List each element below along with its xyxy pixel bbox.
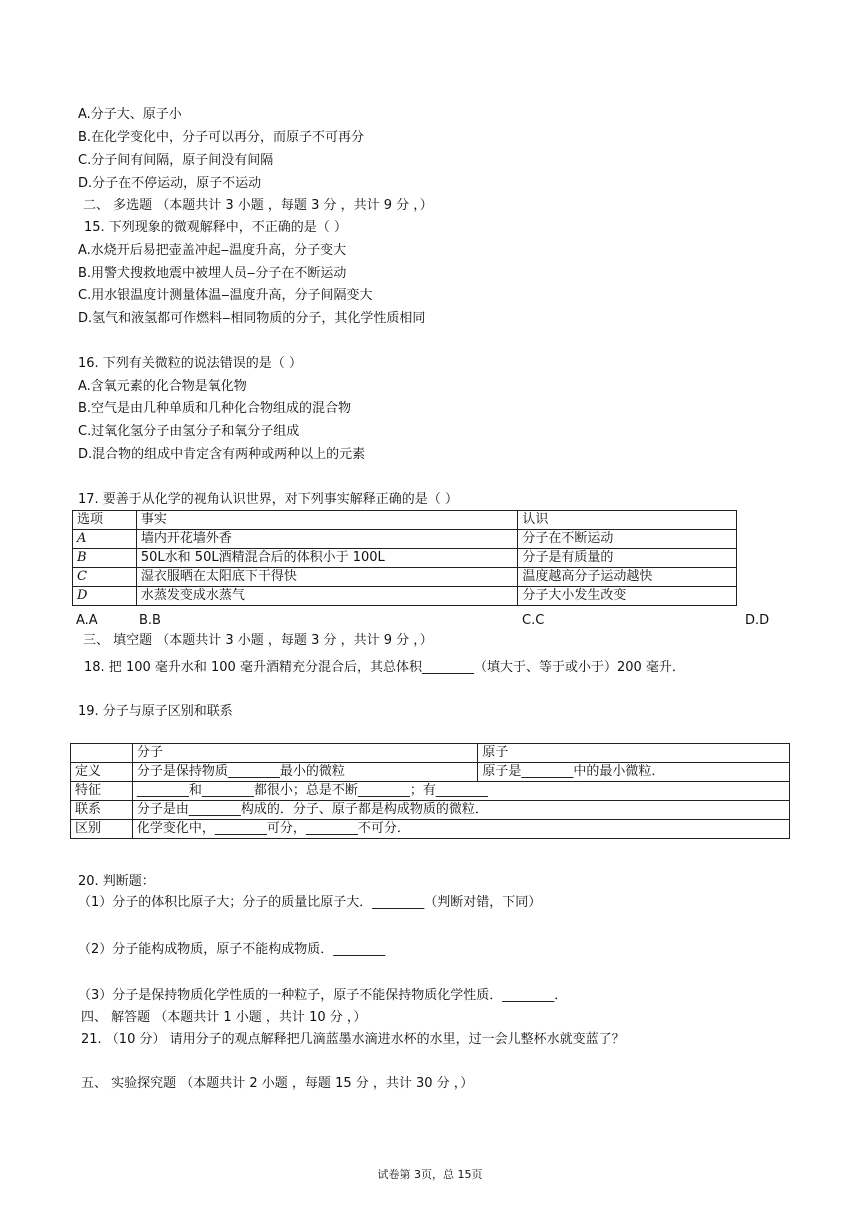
row-label: 区别 [71,820,133,839]
table-header-cell: 选项 [73,511,137,530]
q16-option-b: B.空气是由几种单质和几种化合物组成的混合物 [78,401,352,416]
table-cell: 分子大小发生改变 [518,587,737,606]
q17-option-d: D.D [745,613,770,628]
row-label: 联系 [71,801,133,820]
table-header-cell [71,744,133,763]
section-3-header: 三、 填空题 （本题共计 3 小题 ，每题 3 分 ，共计 9 分 ，） [83,633,433,648]
table-cell: D [73,587,137,606]
q20-statement-3: （3）分子是保持物质化学性质的一种粒子，原子不能保持物质化学性质．________． [78,988,568,1003]
q19-stem: 19. 分子与原子区别和联系 [78,704,233,719]
table-cell: 50L水和 50L酒精混合后的体积小于 100L [136,549,517,568]
q15-option-a: A.水烧开后易把壶盖冲起‒温度升高，分子变大 [78,243,347,258]
page-footer: 试卷第 3页，总 15页 [377,1168,483,1181]
table-row [71,801,790,820]
q20-stem: 20. 判断题： [78,874,155,889]
table-row [73,587,737,606]
q17-option-a: A.A [76,613,98,628]
q17-option-c: C.C [522,613,545,628]
table-header-cell: 原子 [478,744,790,763]
q19-table [70,743,790,839]
table-row [73,568,737,587]
q15-option-c: C.用水银温度计测量体温‒温度升高，分子间隔变大 [78,288,373,303]
q16-option-a: A.含氧元素的化合物是氧化物 [78,379,247,394]
q14-option-a: A.分子大、原子小 [78,107,182,122]
table-cell: 分子在不断运动 [518,530,737,549]
row-label: 特征 [71,782,133,801]
table-row [71,820,790,839]
table-row [73,530,737,549]
q14-option-c: C.分子间有间隔，原子间没有间隔 [78,153,274,168]
table-row [73,549,737,568]
table-cell: 墙内开花墙外香 [136,530,517,549]
q17-option-b: B.B [139,613,161,628]
q17-stem: 17. 要善于从化学的视角认识世界，对下列事实解释正确的是（ ） [78,492,458,507]
section-4-header: 四、 解答题 （本题共计 1 小题 ，共计 10 分 ，） [81,1010,367,1025]
row-label: 定义 [71,763,133,782]
q14-option-b: B.在化学变化中，分子可以再分，而原子不可再分 [78,130,365,145]
table-cell: 温度越高分子运动越快 [518,568,737,587]
q15-option-b: B.用警犬搜救地震中被埋人员‒分子在不断运动 [78,266,347,281]
q20-statement-2: （2）分子能构成物质，原子不能构成物质．________ [78,942,386,957]
table-header-row [73,511,737,530]
q17-table [72,510,737,606]
table-cell: 分子是保持物质________最小的微粒 [132,763,478,782]
table-header-cell: 分子 [132,744,478,763]
table-cell: 分子是由________构成的．分子、原子都是构成物质的微粒． [132,801,789,820]
q18-stem: 18. 把 100 毫升水和 100 毫升酒精充分混合后，其总体积________（填大于、等于或小于）200 毫升． [84,660,685,675]
table-cell: C [73,568,137,587]
table-header-cell: 事实 [136,511,517,530]
q16-option-d: D.混合物的组成中肯定含有两种或两种以上的元素 [78,447,366,462]
table-cell: 湿衣服晒在太阳底下干得快 [136,568,517,587]
q14-option-d: D.分子在不停运动，原子不运动 [78,176,262,191]
table-header-cell: 认识 [518,511,737,530]
table-cell: 化学变化中，________可分，________不可分． [132,820,789,839]
table-header-row [71,744,790,763]
table-row [71,782,790,801]
q16-option-c: C.过氧化氢分子由氢分子和氧分子组成 [78,424,300,439]
table-cell: B [73,549,137,568]
section-2-header: 二、 多选题 （本题共计 3 小题 ，每题 3 分 ，共计 9 分 ，） [83,198,433,213]
table-cell: ________和________都很小；总是不断________；有________ [132,782,789,801]
section-5-header: 五、 实验探究题 （本题共计 2 小题 ，每题 15 分 ，共计 30 分 ，） [81,1076,474,1091]
q15-stem: 15. 下列现象的微观解释中，不正确的是（ ） [84,220,347,235]
q16-stem: 16. 下列有关微粒的说法错误的是（ ） [78,356,302,371]
q21-stem: 21. （10 分） 请用分子的观点解释把几滴蓝墨水滴进水杯的水里，过一会儿整杯水就变蓝了？ [81,1032,625,1047]
table-row [71,763,790,782]
table-cell: 水蒸发变成水蒸气 [136,587,517,606]
table-cell: 原子是________中的最小微粒． [478,763,790,782]
q20-statement-1: （1）分子的体积比原子大；分子的质量比原子大．________（判断对错，下同） [78,895,542,910]
q15-option-d: D.氢气和液氢都可作燃料‒相同物质的分子，其化学性质相同 [78,311,426,326]
table-cell: 分子是有质量的 [518,549,737,568]
table-cell: A [73,530,137,549]
